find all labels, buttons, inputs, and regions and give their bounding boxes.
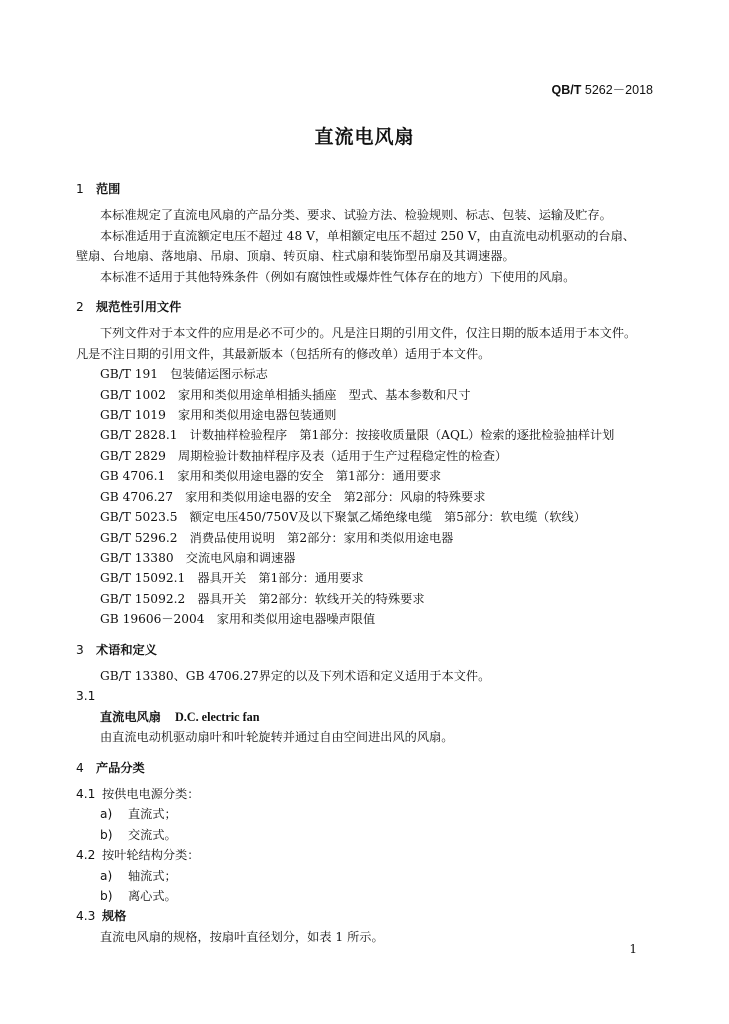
reference-item: GB 19606－2004 家用和类似用途电器噪声限值 (100, 612, 376, 627)
subsection-4-2: 4.2 按叶轮结构分类： (76, 848, 200, 863)
page-title: 直流电风扇 (314, 126, 415, 148)
reference-item: GB/T 5023.5 额定电压450/750V及以下聚氯乙烯绝缘电缆 第5部分：软电缆（软线） (100, 510, 586, 525)
reference-item: GB/T 15092.2 器具开关 第2部分：软线开关的特殊要求 (100, 591, 425, 606)
reference-item: GB/T 1002 家用和类似用途单相插头插座 型式、基本参数和尺寸 (100, 387, 471, 402)
paragraph: GB/T 13380、GB 4706.27界定的以及下列术语和定义适用于本文件。 (100, 668, 491, 683)
paragraph: 本标准规定了直流电风扇的产品分类、要求、试验方法、检验规则、标志、包装、运输及贮存。 (100, 208, 612, 223)
paragraph: 下列文件对于本文件的应用是必不可少的。凡是注日期的引用文件，仅注日期的版本适用于本文件。 (100, 326, 637, 341)
reference-item: GB/T 15092.1 器具开关 第1部分：通用要求 (100, 571, 364, 586)
reference-item: GB/T 13380 交流电风扇和调速器 (100, 550, 296, 565)
reference-item: GB/T 1019 家用和类似用途电器包装通则 (100, 408, 337, 423)
document-body (76, 175, 656, 947)
reference-item: GB/T 2829 周期检验计数抽样程序及表（适用于生产过程稳定性的检查） (100, 448, 508, 463)
list-item: a) 直流式； (100, 807, 177, 822)
term-name: 直流电风扇 D.C. electric fan (100, 709, 260, 724)
term-definition: 由直流电动机驱动扇叶和叶轮旋转并通过自由空间进出风的风扇。 (100, 730, 454, 745)
reference-item: GB/T 2828.1 计数抽样检验程序 第1部分：按接收质量限（AQL）检索的逐批检验抽样计划 (100, 428, 615, 443)
reference-item: GB 4706.1 家用和类似用途电器的安全 第1部分：通用要求 (100, 469, 442, 484)
list-item: b) 离心式。 (100, 889, 177, 903)
paragraph: 本标准不适用于其他特殊条件（例如有腐蚀性或爆炸性气体存在的地方）下使用的风扇。 (100, 269, 576, 284)
paragraph: 壁扇、台地扇、落地扇、吊扇、顶扇、转页扇、柱式扇和装饰型吊扇及其调速器。 (76, 249, 515, 264)
paragraph: 本标准适用于直流额定电压不超过 48 V，单相额定电压不超过 250 V，由直流电动机驱动的台扇、 (100, 228, 635, 243)
subsection-4-3: 4.3 规格 (76, 909, 127, 924)
section-3-heading: 3 术语和定义 (76, 642, 157, 657)
list-item: a) 轴流式； (100, 868, 177, 883)
paragraph: 直流电风扇的规格，按扇叶直径划分，如表 1 所示。 (100, 929, 384, 944)
subsection-4-1: 4.1 按供电电源分类： (76, 786, 200, 801)
document-code (552, 80, 653, 98)
paragraph: 凡是不注日期的引用文件，其最新版本（包括所有的修改单）适用于本文件。 (76, 346, 491, 361)
section-1-heading: 1 范围 (76, 182, 121, 196)
page-number: 1 (629, 942, 637, 956)
section-4-heading: 4 产品分类 (76, 760, 145, 775)
reference-item: GB 4706.27 家用和类似用途电器的安全 第2部分：风扇的特殊要求 (100, 489, 486, 504)
section-2-heading: 2 规范性引用文件 (76, 300, 182, 315)
list-item: b) 交流式。 (100, 827, 177, 842)
reference-item: GB/T 191 包装储运图示标志 (100, 367, 268, 382)
term-number: 3.1 (76, 689, 96, 704)
code-prefix: QB/T (551, 83, 582, 97)
code-number: 5262－2018 (584, 83, 653, 97)
reference-item: GB/T 5296.2 消费品使用说明 第2部分：家用和类似用途电器 (100, 530, 454, 545)
